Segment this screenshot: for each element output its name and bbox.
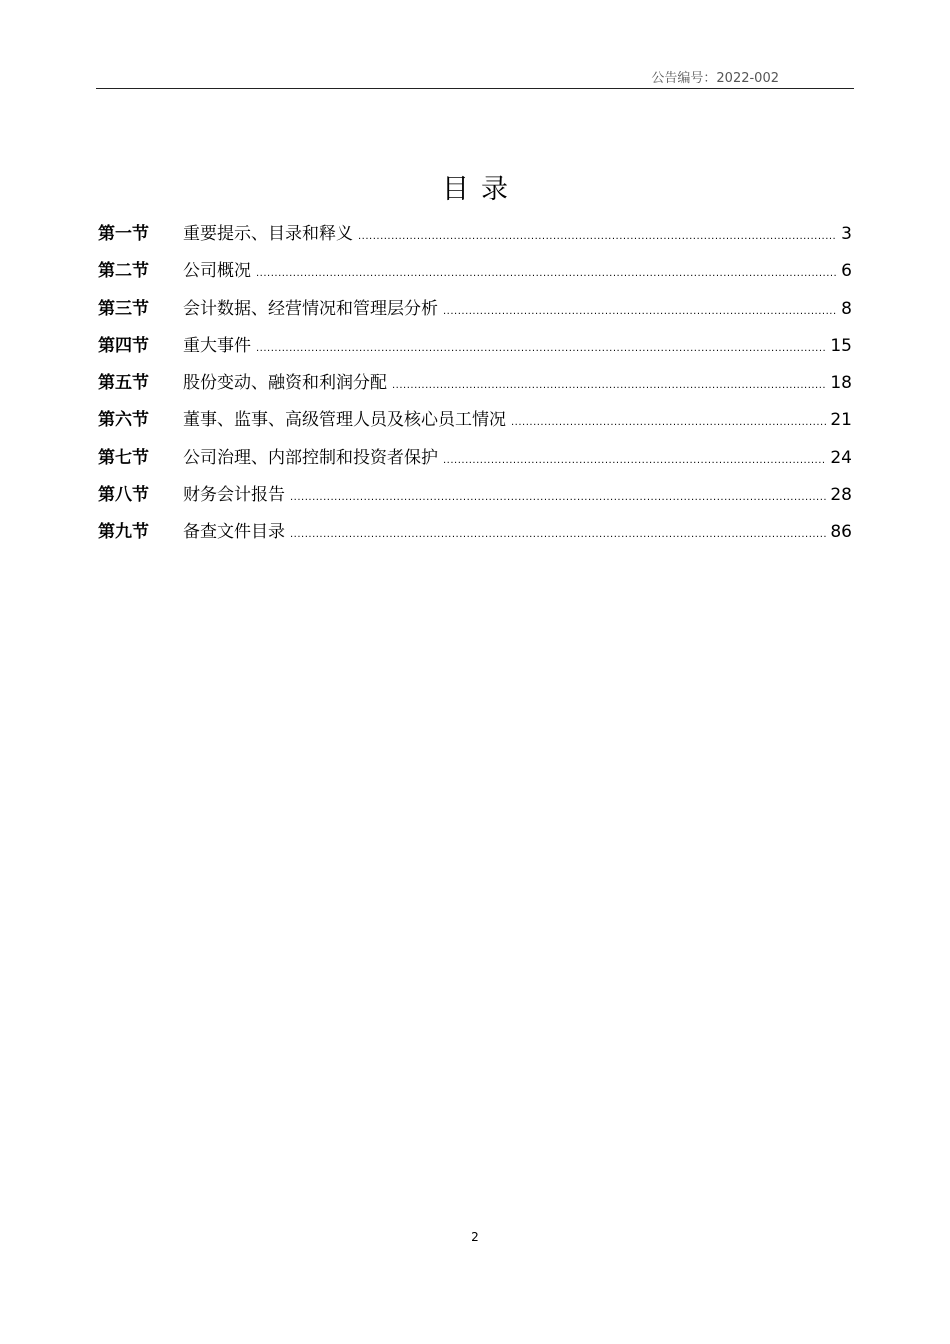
toc-section-label: 第七节: [98, 447, 149, 468]
toc-section-name: 财务会计报告: [183, 485, 285, 506]
toc-section-label: 第二节: [98, 261, 149, 282]
toc-dot-leader: [256, 255, 837, 292]
toc-section-name: 重大事件: [183, 335, 251, 356]
toc-section-label: 第八节: [98, 485, 149, 506]
toc-page-number: 8: [841, 298, 852, 319]
toc-dot-leader: [290, 516, 826, 553]
toc-page-number: 21: [830, 410, 852, 431]
page-number: 2: [471, 1230, 479, 1244]
toc-section-name: 公司概况: [183, 261, 251, 282]
toc-section-name: 备查文件目录: [183, 522, 285, 543]
toc-page-number: 6: [841, 261, 852, 282]
toc-entry-7[interactable]: [98, 440, 852, 477]
toc-section-label: 第三节: [98, 298, 149, 319]
toc-dot-leader: [511, 404, 826, 441]
toc-entry-1[interactable]: [98, 216, 852, 253]
table-of-contents: [98, 216, 852, 552]
toc-dot-leader: [290, 479, 826, 516]
toc-dot-leader: [392, 367, 826, 404]
toc-entry-3[interactable]: [98, 291, 852, 328]
toc-section-label: 第九节: [98, 522, 149, 543]
toc-dot-leader: [443, 442, 826, 479]
announcement-number: 公告编号：2022-002: [651, 71, 779, 86]
toc-section-name: 董事、监事、高级管理人员及核心员工情况: [183, 410, 506, 431]
toc-section-name: 公司治理、内部控制和投资者保护: [183, 447, 438, 468]
toc-section-name: 重要提示、目录和释义: [183, 224, 353, 244]
toc-dot-leader: [256, 330, 826, 367]
toc-page-number: 3: [841, 224, 852, 244]
toc-section-label: 第六节: [98, 410, 149, 431]
toc-entry-4[interactable]: [98, 328, 852, 365]
toc-entry-9[interactable]: [98, 514, 852, 551]
toc-entry-6[interactable]: [98, 402, 852, 439]
toc-entry-5[interactable]: [98, 365, 852, 402]
toc-section-label: 第四节: [98, 335, 149, 356]
toc-section-label: 第五节: [98, 373, 149, 394]
toc-entry-8[interactable]: [98, 477, 852, 514]
toc-page-number: 24: [830, 447, 852, 468]
toc-dot-leader: [443, 293, 837, 330]
toc-section-label: 第一节: [98, 224, 149, 244]
toc-page-number: 15: [830, 335, 852, 356]
page-title: 目录: [442, 174, 520, 205]
toc-page-number: 28: [830, 485, 852, 506]
toc-entry-2[interactable]: [98, 253, 852, 290]
toc-section-name: 股份变动、融资和利润分配: [183, 373, 387, 394]
toc-dot-leader: [358, 218, 837, 255]
toc-page-number: 86: [830, 522, 852, 543]
header-divider: [96, 88, 854, 89]
toc-section-name: 会计数据、经营情况和管理层分析: [183, 298, 438, 319]
toc-page-number: 18: [830, 373, 852, 394]
